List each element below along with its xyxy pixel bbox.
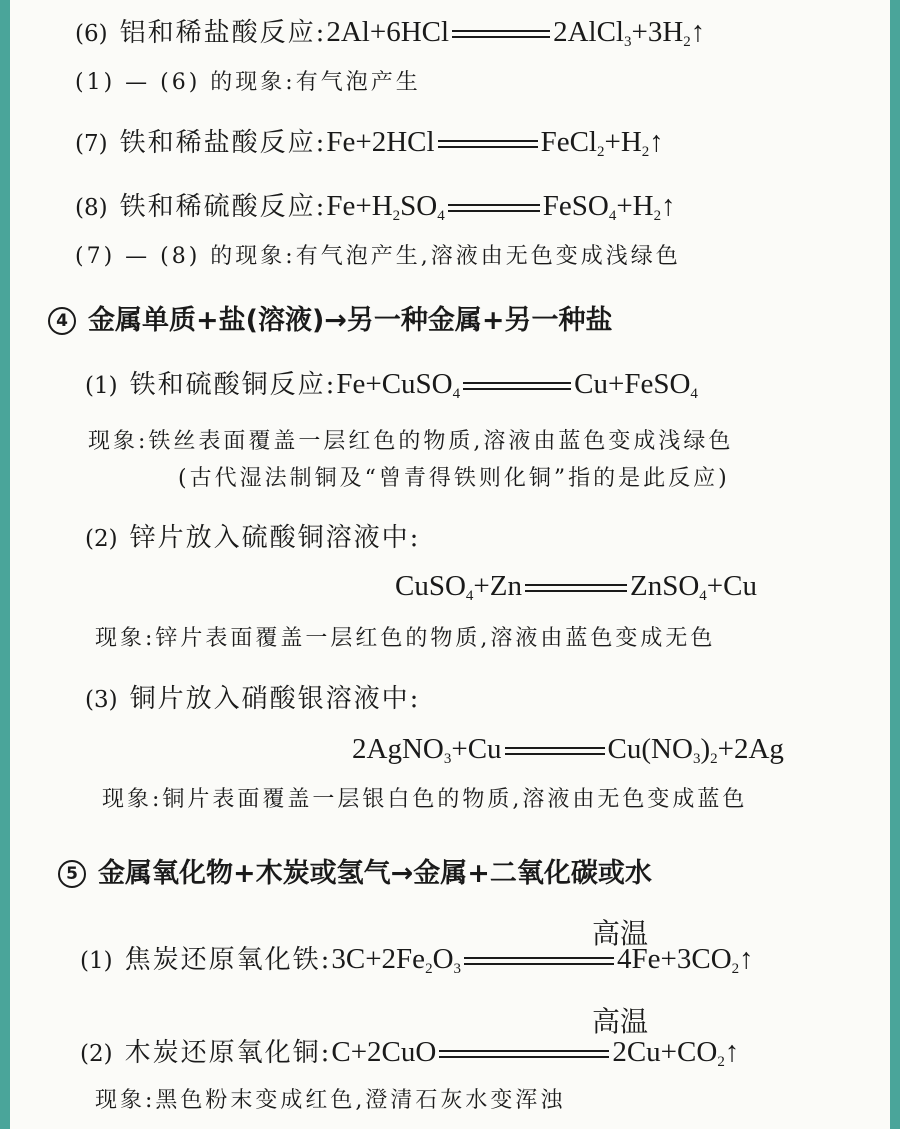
eq-rhs: FeCl — [540, 126, 597, 158]
subscript: 4 — [608, 208, 617, 224]
eq-lhs: 3C+2Fe — [331, 943, 426, 975]
item-number: (8) — [75, 195, 108, 221]
subscript: 4 — [465, 588, 474, 604]
reaction-4-2 — [85, 525, 420, 551]
subscript: 2 — [425, 961, 433, 977]
eq-lhs: CuSO — [395, 570, 466, 602]
section-heading-4 — [48, 307, 613, 335]
eq-lhs: +Cu — [451, 733, 502, 765]
section-title: 金属单质+盐(溶液)→另一种金属+另一种盐 — [88, 305, 613, 336]
equation — [331, 1036, 739, 1068]
eq-lhs: 2Al+6HCl — [326, 16, 450, 48]
eq-rhs: ZnSO — [630, 570, 700, 602]
condition-high-temp: 高温 — [591, 1005, 648, 1038]
subscript: 3 — [623, 34, 632, 50]
item-number: (1) — [80, 948, 113, 974]
reaction-name: 木炭还原氧化铜: — [124, 1038, 332, 1068]
item-number: (6) — [75, 21, 108, 47]
equation-4-3 — [352, 733, 784, 767]
equals-sign — [464, 957, 614, 965]
reaction-5-2 — [80, 1036, 740, 1070]
gas-arrow: ↑ — [739, 943, 754, 975]
eq-lhs: SO — [400, 190, 438, 222]
item-number: (1) — [85, 373, 118, 399]
equation — [331, 943, 753, 975]
reaction-name: 铁和稀盐酸反应: — [119, 128, 327, 158]
eq-lhs: 2AgNO — [352, 733, 444, 765]
reaction-name: 锌片放入硫酸铜溶液中: — [129, 523, 421, 553]
subscript: 4 — [452, 386, 461, 402]
subscript: 2 — [641, 144, 650, 160]
reaction-8 — [75, 190, 676, 224]
eq-rhs: +2Ag — [717, 733, 784, 765]
item-number: (7) — [75, 131, 108, 157]
observation-4-1: 现象:铁丝表面覆盖一层红色的物质,溶液由蓝色变成浅绿色 — [88, 429, 734, 454]
equation — [336, 368, 698, 400]
eq-rhs: 2Cu+CO — [612, 1036, 718, 1068]
equals-sign — [463, 382, 571, 390]
equals-sign — [439, 1050, 609, 1058]
note-4-1: (古代湿法制铜及“曾青得铁则化铜”指的是此反应) — [178, 466, 730, 491]
equation — [326, 190, 675, 222]
subscript: 4 — [437, 208, 445, 224]
reaction-name: 铜片放入硝酸银溶液中: — [129, 684, 421, 714]
reaction-6 — [75, 16, 706, 50]
equals-sign — [438, 140, 538, 148]
eq-lhs: Fe+CuSO — [336, 368, 453, 400]
document-page — [10, 0, 890, 1129]
subscript: 2 — [392, 208, 401, 224]
subscript: 2 — [731, 961, 740, 977]
item-number: (3) — [85, 687, 118, 713]
item-number: (2) — [80, 1041, 113, 1067]
eq-rhs: Cu(NO — [607, 733, 693, 765]
reaction-5-1 — [80, 943, 754, 977]
observation-4-3: 现象:铜片表面覆盖一层银白色的物质,溶液由无色变成蓝色 — [102, 787, 748, 812]
eq-rhs: FeSO — [542, 190, 609, 222]
gas-arrow: ↑ — [724, 1036, 740, 1068]
section-title: 金属氧化物+木炭或氢气→金属+二氧化碳或水 — [98, 858, 652, 889]
reaction-name: 焦炭还原氧化铁: — [124, 945, 332, 975]
gas-arrow: ↑ — [649, 126, 664, 158]
condition-high-temp: 高温 — [591, 917, 648, 950]
equals-sign — [505, 747, 605, 755]
subscript: 4 — [699, 588, 707, 604]
eq-rhs: 2AlCl — [553, 16, 624, 48]
eq-lhs: O — [432, 943, 454, 975]
observation-7-8: (7) — (8) 的现象:有气泡产生,溶液由无色变成浅绿色 — [75, 244, 681, 269]
observation-5-2: 现象:黑色粉末变成红色,澄清石灰水变浑浊 — [95, 1088, 566, 1113]
eq-lhs: Fe+2HCl — [326, 126, 435, 158]
subscript: 4 — [690, 386, 698, 402]
equation — [326, 126, 663, 158]
item-number: (2) — [85, 526, 118, 552]
subscript: 2 — [683, 34, 691, 50]
gas-arrow: ↑ — [661, 190, 676, 222]
reaction-4-1 — [85, 368, 698, 402]
equals-sign — [525, 584, 627, 592]
eq-rhs: +H — [616, 190, 654, 222]
circled-number: 4 — [48, 307, 76, 335]
reaction-4-3 — [85, 686, 420, 712]
equals-sign — [452, 30, 550, 38]
eq-rhs: +3H — [631, 16, 684, 48]
eq-lhs: +Zn — [473, 570, 522, 602]
eq-rhs: ) — [700, 733, 711, 765]
eq-lhs: Fe+H — [326, 190, 393, 222]
eq-rhs: +Cu — [706, 570, 757, 602]
subscript: 3 — [453, 961, 462, 977]
equation — [326, 16, 705, 48]
circled-number: 5 — [58, 860, 86, 888]
equals-sign — [448, 204, 540, 212]
subscript: 2 — [596, 144, 605, 160]
subscript: 2 — [710, 751, 718, 767]
eq-lhs: C+2CuO — [331, 1036, 437, 1068]
eq-rhs: Cu+FeSO — [574, 368, 691, 400]
section-heading-5 — [58, 860, 652, 888]
reaction-name: 铁和硫酸铜反应: — [129, 370, 337, 400]
subscript: 3 — [443, 751, 452, 767]
reaction-name: 铁和稀硫酸反应: — [119, 192, 327, 222]
observation-4-2: 现象:锌片表面覆盖一层红色的物质,溶液由蓝色变成无色 — [95, 626, 716, 651]
subscript: 2 — [717, 1054, 725, 1070]
reaction-name: 铝和稀盐酸反应: — [119, 18, 327, 48]
eq-rhs: 4Fe+3CO — [617, 943, 732, 975]
subscript: 2 — [653, 208, 662, 224]
gas-arrow: ↑ — [690, 16, 706, 48]
subscript: 3 — [692, 751, 701, 767]
observation-1-6: (1) — (6) 的现象:有气泡产生 — [75, 70, 421, 95]
reaction-7 — [75, 126, 664, 160]
equation-4-2 — [395, 570, 757, 604]
eq-rhs: +H — [604, 126, 642, 158]
